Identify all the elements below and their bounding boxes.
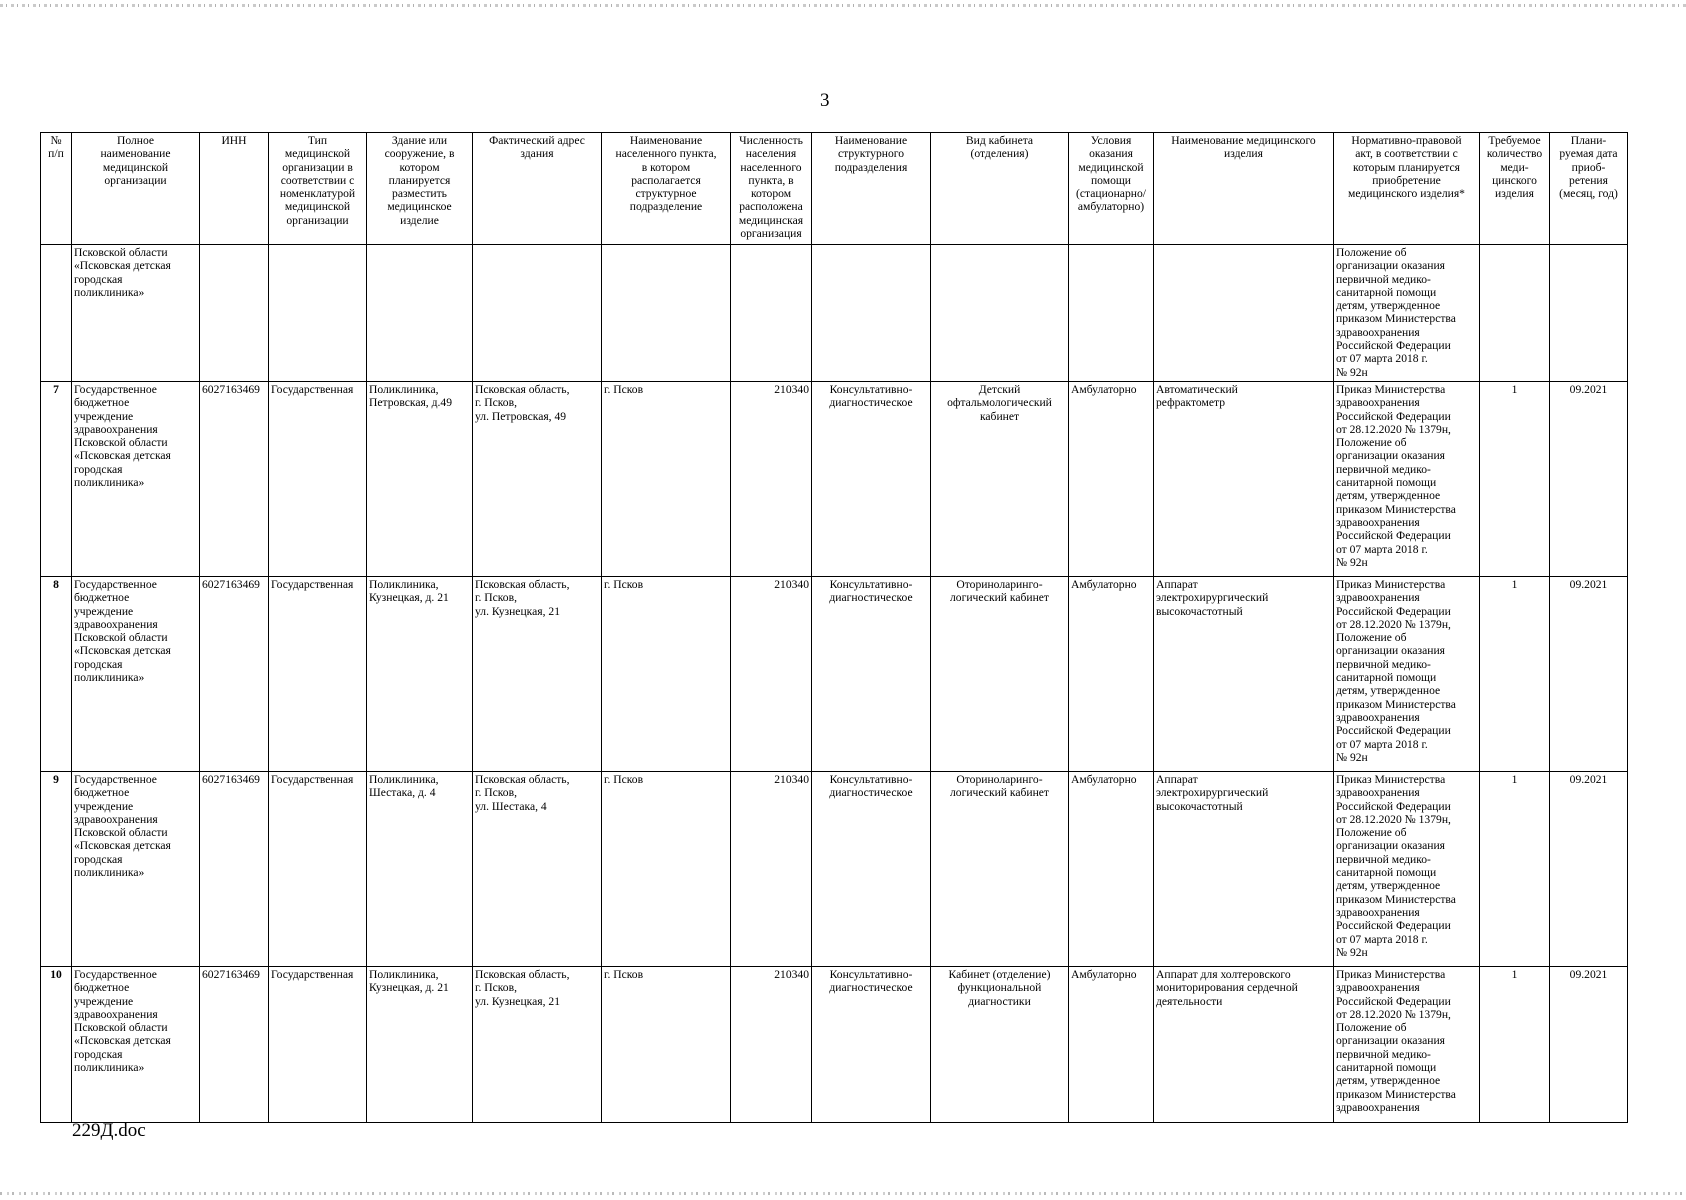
header-address: Фактический адрес здания bbox=[473, 133, 602, 245]
cell-settlement: г. Псков bbox=[602, 577, 731, 772]
table-row-continuation bbox=[41, 245, 1628, 382]
header-qty: Требуемое количество меди- цинского изделия bbox=[1480, 133, 1550, 245]
header-population: Численность населения населенного пункта, в котором расположена медицинская организация bbox=[731, 133, 812, 245]
cell-population: 210340 bbox=[731, 577, 812, 772]
cell-building: Поликлиника, Шестака, д. 4 bbox=[367, 772, 473, 967]
cell-inn: 6027163469 bbox=[200, 967, 269, 1123]
cell-org: Государственное бюджетное учреждение здравоохранения Псковской области «Псковская детская городская поликлиника» bbox=[72, 967, 200, 1123]
cell-cabinet: Оториноларинго- логический кабинет bbox=[931, 577, 1069, 772]
header-act: Нормативно-правовой акт, в соответствии с которым планируется приобретение медицинского изделия* bbox=[1334, 133, 1480, 245]
scan-edge-top bbox=[0, 4, 1686, 7]
cell-inn: 6027163469 bbox=[200, 577, 269, 772]
cell-address bbox=[473, 245, 602, 382]
cell-org: Псковской области «Псковская детская городская поликлиника» bbox=[72, 245, 200, 382]
cell-type: Государственная bbox=[269, 967, 367, 1123]
cell-date: 09.2021 bbox=[1550, 967, 1628, 1123]
cell-settlement: г. Псков bbox=[602, 382, 731, 577]
cell-device: Аппарат электрохирургический высокочастотный bbox=[1154, 772, 1334, 967]
cell-num: 9 bbox=[41, 772, 72, 967]
cell-inn bbox=[200, 245, 269, 382]
cell-settlement: г. Псков bbox=[602, 967, 731, 1123]
cell-type: Государственная bbox=[269, 577, 367, 772]
header-cabinet: Вид кабинета (отделения) bbox=[931, 133, 1069, 245]
cell-date: 09.2021 bbox=[1550, 577, 1628, 772]
header-date: Плани- руемая дата приоб- ретения (месяц, год) bbox=[1550, 133, 1628, 245]
header-building: Здание или сооружение, в котором планируется разместить медицинское изделие bbox=[367, 133, 473, 245]
cell-settlement bbox=[602, 245, 731, 382]
header-type: Тип медицинской организации в соответствии с номенклатурой медицинской организации bbox=[269, 133, 367, 245]
cell-act: Приказ Министерства здравоохранения Российской Федерации от 28.12.2020 № 1379н, Положение об организации оказания первичной медико- санитарной помощи детям, утвержденное приказом Министерства здравоохранения Российской Федерации от 07 марта 2018 г. № 92н bbox=[1334, 382, 1480, 577]
cell-conditions: Амбулаторно bbox=[1069, 967, 1154, 1123]
cell-address: Псковская область, г. Псков, ул. Кузнецкая, 21 bbox=[473, 967, 602, 1123]
cell-building bbox=[367, 245, 473, 382]
cell-address: Псковская область, г. Псков, ул. Кузнецкая, 21 bbox=[473, 577, 602, 772]
cell-population: 210340 bbox=[731, 772, 812, 967]
cell-org: Государственное бюджетное учреждение здравоохранения Псковской области «Псковская детская городская поликлиника» bbox=[72, 577, 200, 772]
cell-unit bbox=[812, 245, 931, 382]
cell-date bbox=[1550, 245, 1628, 382]
table-row bbox=[41, 577, 1628, 772]
footer-filename: 229Д.doc bbox=[72, 1120, 146, 1141]
cell-building: Поликлиника, Петровская, д.49 bbox=[367, 382, 473, 577]
cell-building: Поликлиника, Кузнецкая, д. 21 bbox=[367, 577, 473, 772]
cell-type: Государственная bbox=[269, 382, 367, 577]
header-org: Полное наименование медицинской организации bbox=[72, 133, 200, 245]
cell-date: 09.2021 bbox=[1550, 772, 1628, 967]
cell-num bbox=[41, 245, 72, 382]
cell-inn: 6027163469 bbox=[200, 382, 269, 577]
cell-building: Поликлиника, Кузнецкая, д. 21 bbox=[367, 967, 473, 1123]
cell-unit: Консультативно- диагностическое bbox=[812, 382, 931, 577]
page-number: 3 bbox=[820, 90, 830, 111]
cell-unit: Консультативно- диагностическое bbox=[812, 577, 931, 772]
table-row bbox=[41, 382, 1628, 577]
header-settlement: Наименование населенного пункта, в котором располагается структурное подразделение bbox=[602, 133, 731, 245]
cell-type bbox=[269, 245, 367, 382]
cell-conditions: Амбулаторно bbox=[1069, 772, 1154, 967]
header-conditions: Условия оказания медицинской помощи (стационарно/ амбулаторно) bbox=[1069, 133, 1154, 245]
cell-address: Псковская область, г. Псков, ул. Петровская, 49 bbox=[473, 382, 602, 577]
cell-conditions bbox=[1069, 245, 1154, 382]
cell-qty: 1 bbox=[1480, 382, 1550, 577]
cell-num: 8 bbox=[41, 577, 72, 772]
cell-conditions: Амбулаторно bbox=[1069, 577, 1154, 772]
cell-address: Псковская область, г. Псков, ул. Шестака, 4 bbox=[473, 772, 602, 967]
cell-device bbox=[1154, 245, 1334, 382]
cell-cabinet: Оториноларинго- логический кабинет bbox=[931, 772, 1069, 967]
cell-population: 210340 bbox=[731, 967, 812, 1123]
cell-conditions: Амбулаторно bbox=[1069, 382, 1154, 577]
cell-inn: 6027163469 bbox=[200, 772, 269, 967]
cell-settlement: г. Псков bbox=[602, 772, 731, 967]
cell-act: Приказ Министерства здравоохранения Российской Федерации от 28.12.2020 № 1379н, Положение об организации оказания первичной медико- санитарной помощи детям, утвержденное приказом Министерства здравоохранения Российской Федерации от 07 марта 2018 г. № 92н bbox=[1334, 577, 1480, 772]
cell-cabinet bbox=[931, 245, 1069, 382]
cell-num: 7 bbox=[41, 382, 72, 577]
cell-qty: 1 bbox=[1480, 967, 1550, 1123]
cell-population bbox=[731, 245, 812, 382]
cell-org: Государственное бюджетное учреждение здравоохранения Псковской области «Псковская детская городская поликлиника» bbox=[72, 382, 200, 577]
cell-act: Положение об организации оказания первичной медико- санитарной помощи детям, утвержденное приказом Министерства здравоохранения Российской Федерации от 07 марта 2018 г. № 92н bbox=[1334, 245, 1480, 382]
header-unit: Наименование структурного подразделения bbox=[812, 133, 931, 245]
header-num: № п/п bbox=[41, 133, 72, 245]
cell-act: Приказ Министерства здравоохранения Российской Федерации от 28.12.2020 № 1379н, Положение об организации оказания первичной медико- санитарной помощи детям, утвержденное приказом Министерства здравоохранения bbox=[1334, 967, 1480, 1123]
header-device: Наименование медицинского изделия bbox=[1154, 133, 1334, 245]
cell-date: 09.2021 bbox=[1550, 382, 1628, 577]
table-row bbox=[41, 967, 1628, 1123]
equipment-table bbox=[40, 132, 1628, 1123]
cell-device: Аппарат для холтеровского мониторирования сердечной деятельности bbox=[1154, 967, 1334, 1123]
table-header-row bbox=[41, 133, 1628, 245]
cell-qty: 1 bbox=[1480, 577, 1550, 772]
cell-qty: 1 bbox=[1480, 772, 1550, 967]
scan-edge-bottom bbox=[0, 1192, 1686, 1195]
cell-cabinet: Кабинет (отделение) функциональной диагностики bbox=[931, 967, 1069, 1123]
header-inn: ИНН bbox=[200, 133, 269, 245]
cell-act: Приказ Министерства здравоохранения Российской Федерации от 28.12.2020 № 1379н, Положение об организации оказания первичной медико- санитарной помощи детям, утвержденное приказом Министерства здравоохранения Российской Федерации от 07 марта 2018 г. № 92н bbox=[1334, 772, 1480, 967]
cell-unit: Консультативно- диагностическое bbox=[812, 967, 931, 1123]
cell-population: 210340 bbox=[731, 382, 812, 577]
cell-num: 10 bbox=[41, 967, 72, 1123]
cell-org: Государственное бюджетное учреждение здравоохранения Псковской области «Псковская детская городская поликлиника» bbox=[72, 772, 200, 967]
cell-device: Автоматический рефрактометр bbox=[1154, 382, 1334, 577]
cell-type: Государственная bbox=[269, 772, 367, 967]
cell-cabinet: Детский офтальмологический кабинет bbox=[931, 382, 1069, 577]
cell-qty bbox=[1480, 245, 1550, 382]
cell-device: Аппарат электрохирургический высокочастотный bbox=[1154, 577, 1334, 772]
table-row bbox=[41, 772, 1628, 967]
cell-unit: Консультативно- диагностическое bbox=[812, 772, 931, 967]
